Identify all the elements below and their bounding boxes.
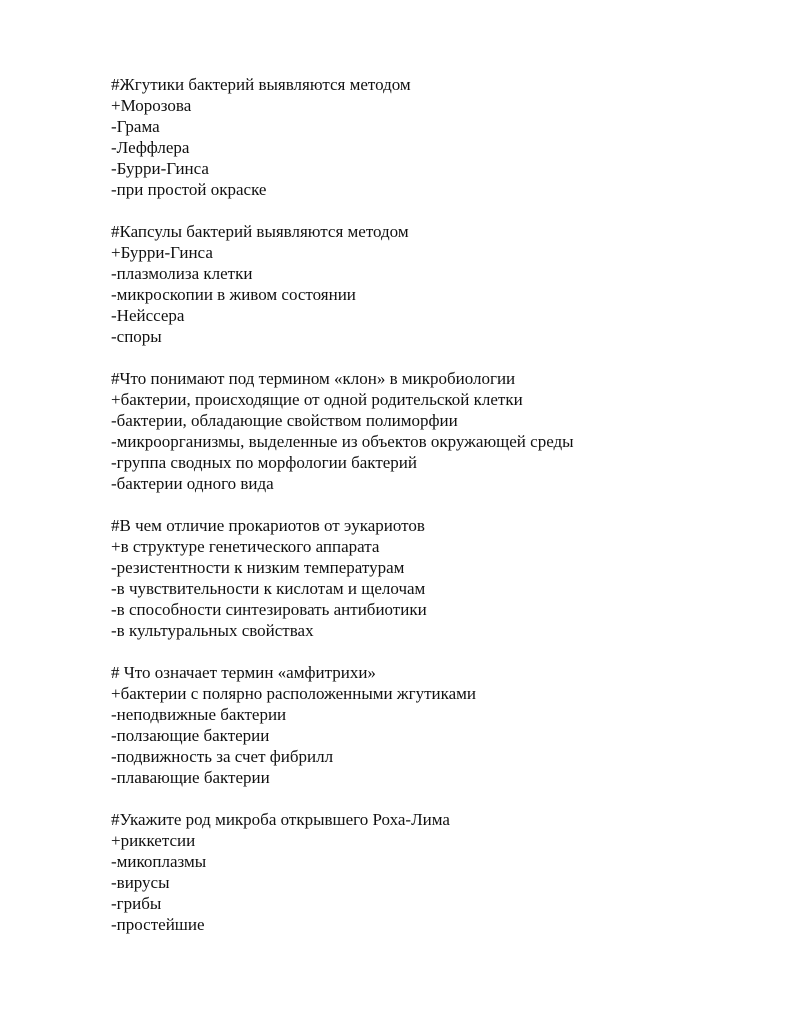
answer-option: -в способности синтезировать антибиотики (111, 600, 427, 619)
question-text: #Укажите род микроба открывшего Роха-Лима (111, 810, 450, 829)
answer-option: +в структуре генетического аппарата (111, 537, 380, 556)
answer-option: -в культуральных свойствах (111, 621, 314, 640)
answer-option: -Леффлера (111, 138, 190, 157)
answer-option: -Грама (111, 117, 160, 136)
question-block-1 (111, 74, 751, 200)
question-block-6 (111, 809, 751, 935)
answer-option: -Нейссера (111, 306, 185, 325)
answer-option: -при простой окраске (111, 180, 267, 199)
question-block-3 (111, 368, 751, 494)
answer-option: -микроорганизмы, выделенные из объектов окружающей среды (111, 432, 574, 451)
quiz-content (111, 74, 751, 956)
question-text: #Капсулы бактерий выявляются методом (111, 222, 409, 241)
answer-option: -споры (111, 327, 162, 346)
question-block-2 (111, 221, 751, 347)
answer-option: +бактерии с полярно расположенными жгутиками (111, 684, 477, 703)
question-text: #Что понимают под термином «клон» в микробиологии (111, 369, 516, 388)
answer-option: -Бурри-Гинса (111, 159, 209, 178)
answer-option: -в чувствительности к кислотам и щелочам (111, 579, 426, 598)
question-text: #Жгутики бактерий выявляются методом (111, 75, 411, 94)
answer-option: -бактерии одного вида (111, 474, 274, 493)
answer-option: -подвижность за счет фибрилл (111, 747, 334, 766)
question-text: # Что означает термин «амфитрихи» (111, 663, 376, 682)
answer-option: -резистентности к низким температурам (111, 558, 405, 577)
answer-option: -неподвижные бактерии (111, 705, 287, 724)
answer-option: -бактерии, обладающие свойством полиморфии (111, 411, 458, 430)
question-block-5 (111, 662, 751, 788)
answer-option: -микроскопии в живом состоянии (111, 285, 356, 304)
answer-option: -плазмолиза клетки (111, 264, 253, 283)
question-block-4 (111, 515, 751, 641)
answer-option: -простейшие (111, 915, 205, 934)
question-text: #В чем отличие прокариотов от эукариотов (111, 516, 425, 535)
answer-option: +бактерии, происходящие от одной родительской клетки (111, 390, 523, 409)
answer-option: -вирусы (111, 873, 170, 892)
answer-option: -микоплазмы (111, 852, 207, 871)
answer-option: +риккетсии (111, 831, 196, 850)
answer-option: -ползающие бактерии (111, 726, 270, 745)
answer-option: +Бурри-Гинса (111, 243, 213, 262)
answer-option: -группа сводных по морфологии бактерий (111, 453, 417, 472)
answer-option: +Морозова (111, 96, 192, 115)
answer-option: -плавающие бактерии (111, 768, 270, 787)
answer-option: -грибы (111, 894, 162, 913)
